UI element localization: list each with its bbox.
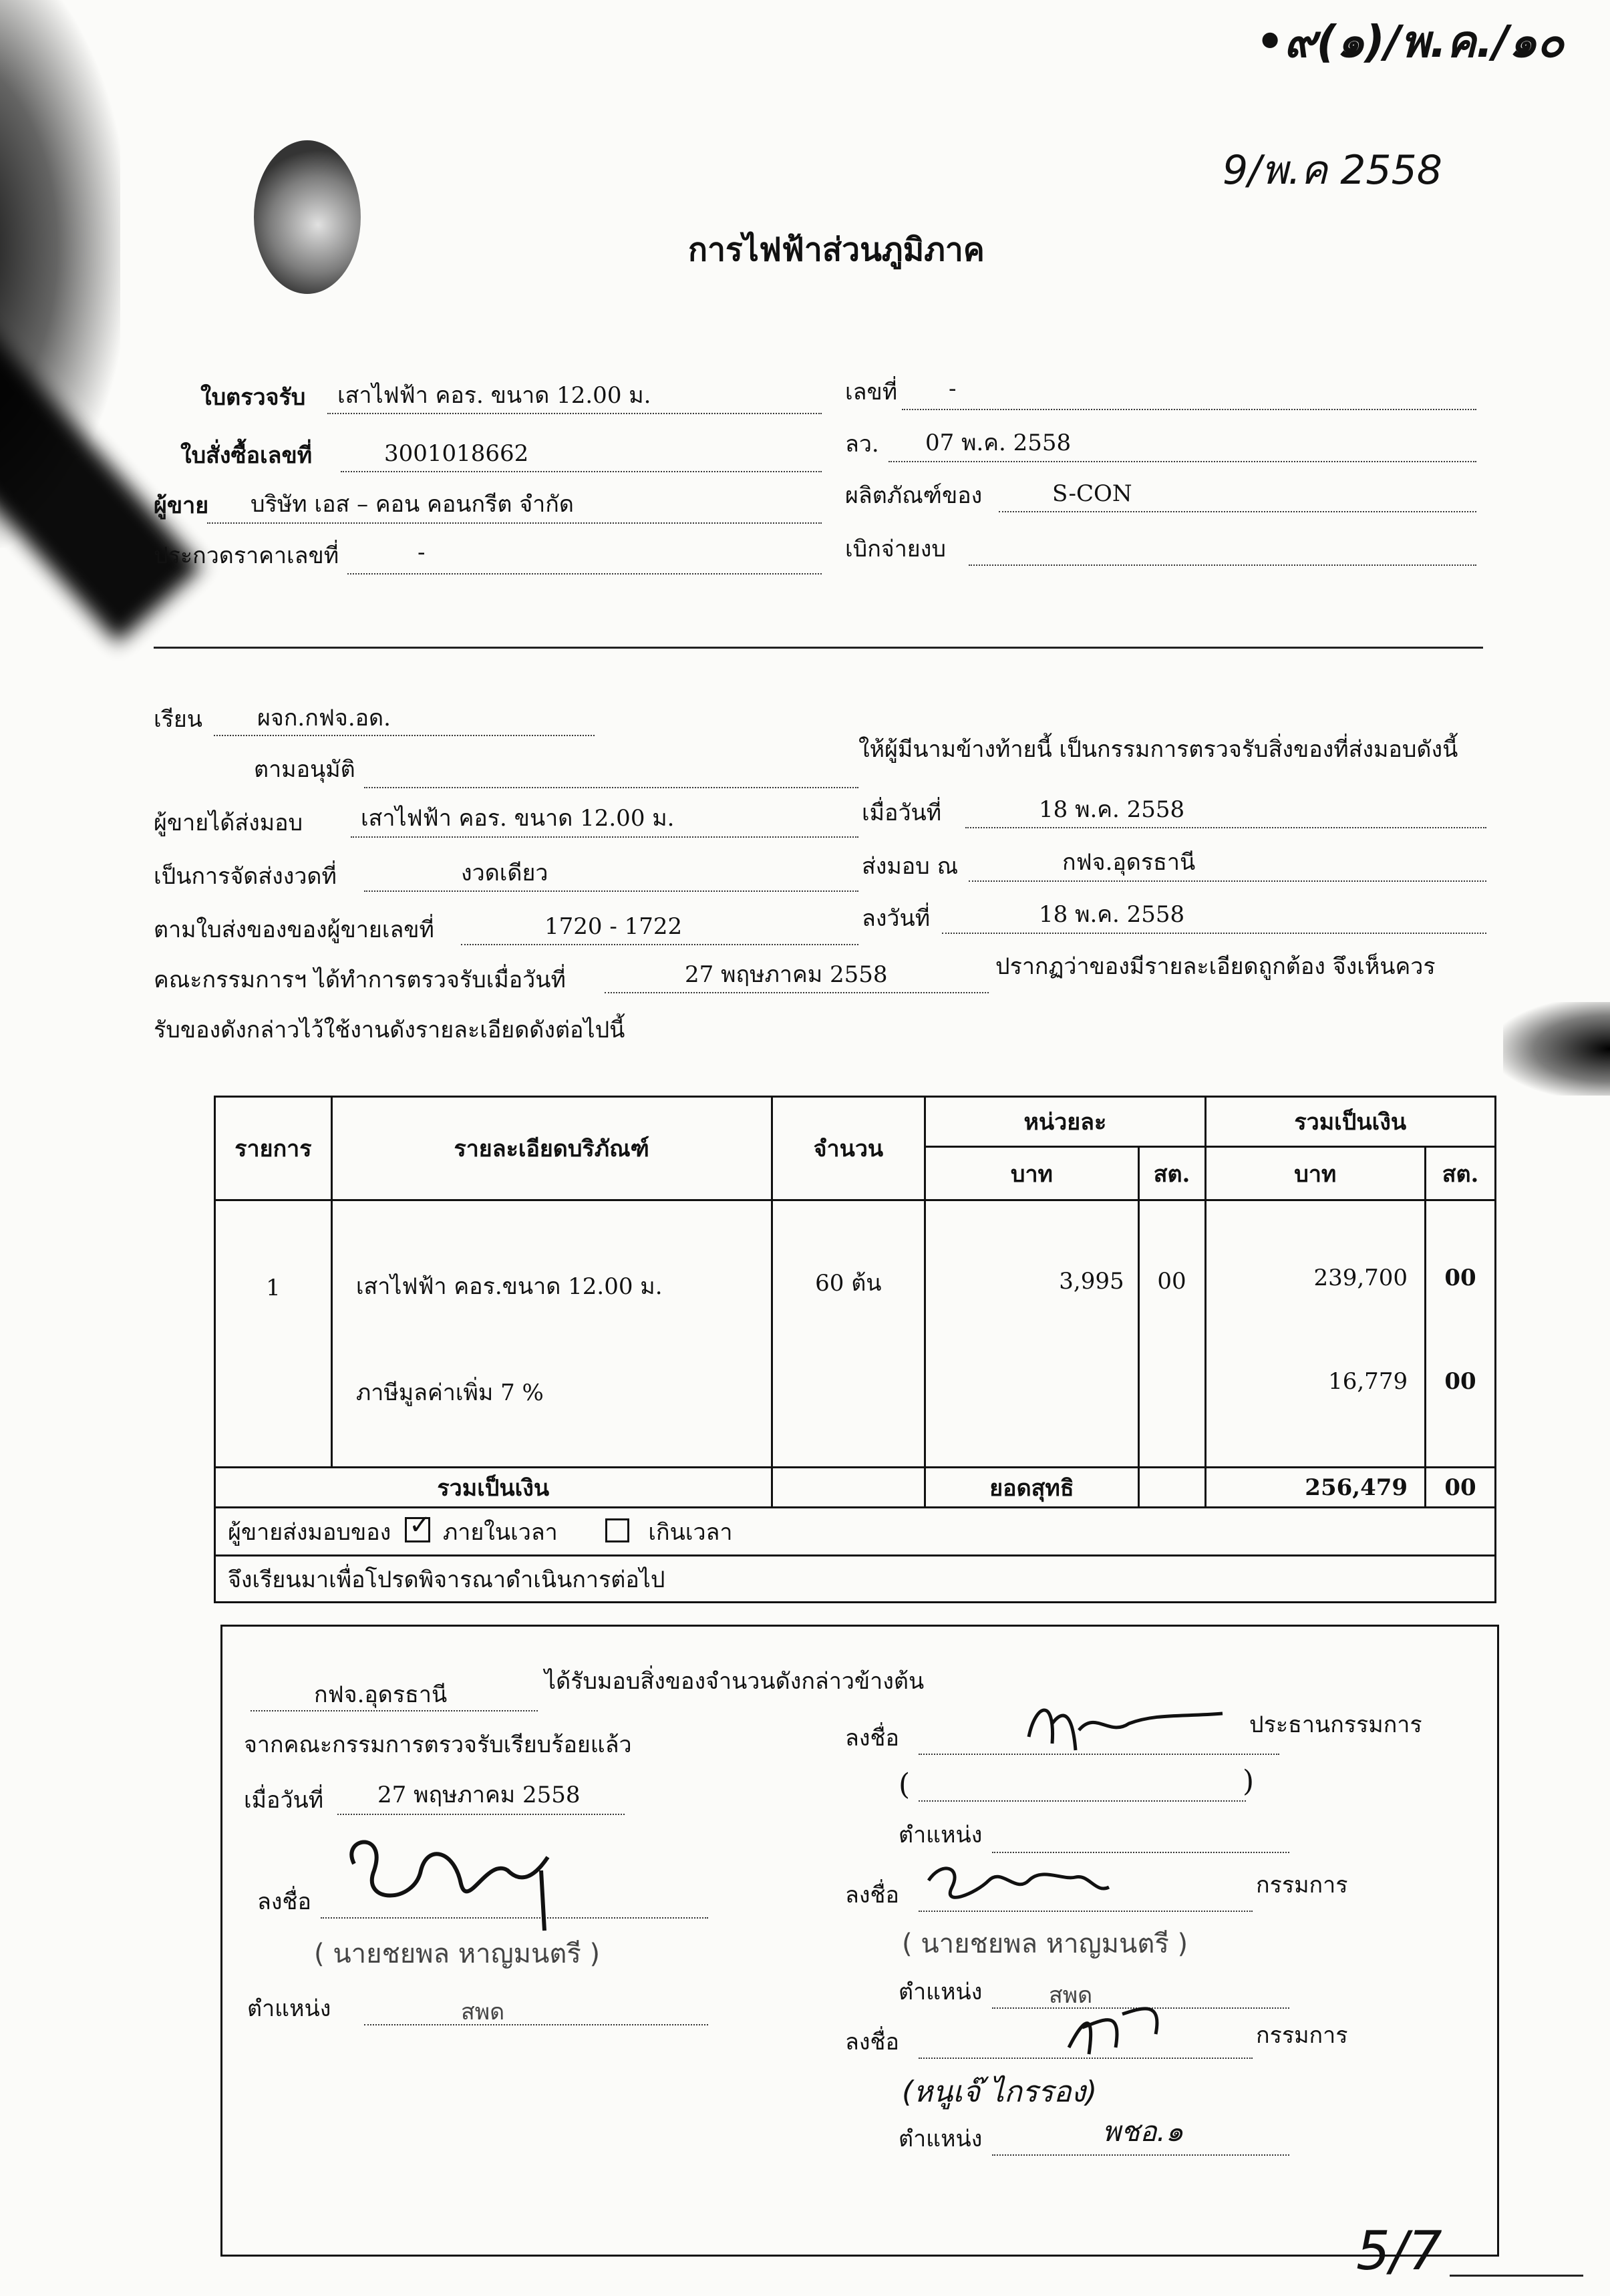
inspect-value: เสาไฟฟ้า คอร. ขนาด 12.00 ม. [337, 382, 651, 409]
row-total-baht: 239,700 [1313, 1265, 1408, 1291]
row-qty: 60 ต้น [772, 1200, 925, 1468]
delivered-date-dots [965, 827, 1486, 828]
member1-signature [915, 1854, 1116, 1921]
vat-detail: ภาษีมูลค่าเพิ่ม 7 % [355, 1379, 544, 1406]
budget-dots [969, 564, 1476, 566]
net-satang: 00 [1426, 1468, 1496, 1508]
chair-position-label: ตำแหน่ง [899, 1822, 983, 1848]
delivery-row [215, 1508, 1496, 1556]
number-value: - [949, 375, 957, 402]
net-label: ยอดสุทธิ [925, 1468, 1138, 1508]
invoice-label: ตามใบส่งของของผู้ขายเลขที่ [154, 917, 434, 943]
installment-value: งวดเดียว [461, 860, 548, 886]
bid-dots [347, 573, 822, 575]
approval-text: ให้ผู้มีนามข้างท้ายนี้ เป็นกรรมการตรวจรับสิ่งของที่ส่งมอบดังนี้ [858, 736, 1458, 763]
to-value: ผจก.กฟจ.อด. [257, 705, 391, 731]
member2-position-label: ตำแหน่ง [899, 2126, 983, 2152]
receiver-position-dots [364, 2024, 708, 2025]
member2-signature [1042, 1994, 1209, 2068]
budget-label: เบิกจ่ายงบ [845, 536, 946, 562]
delivered-date-label: เมื่อวันที่ [862, 800, 942, 826]
location-dots [969, 880, 1486, 882]
chair-signature [1015, 1690, 1229, 1764]
product-label: ผลิตภัณฑ์ของ [845, 482, 983, 509]
chair-sign-label: ลงชื่อ [845, 1725, 899, 1752]
invoice-date-dots [942, 933, 1486, 934]
approval-dots [364, 787, 858, 788]
separator-line [154, 647, 1483, 649]
vat-baht: 16,779 [1328, 1368, 1408, 1395]
header-total-baht: บาท [1205, 1147, 1426, 1200]
bid-value: - [418, 539, 426, 566]
items-table [214, 1096, 1496, 1603]
bid-label: ประกวดราคาเลขที่ [154, 542, 339, 569]
to-label: เรียน [154, 706, 203, 733]
inspect-dots [327, 413, 822, 414]
member1-position: สพด [1049, 1982, 1093, 2009]
chair-name-open: ( [899, 1768, 911, 1802]
receiver-position-label: ตำแหน่ง [247, 1995, 331, 2022]
request-text: จึงเรียนมาเพื่อโปรดพิจารณาดำเนินการต่อไป [215, 1556, 1496, 1603]
row-total-satang-cell [1426, 1200, 1496, 1468]
committee-text: ปรากฏว่าของมีรายละเอียดถูกต้อง จึงเห็นควร [995, 953, 1436, 980]
ref-handwritten: •๙(๑)/พ.ค./๑๐ [1256, 16, 1564, 67]
receipt-date-label: เมื่อวันที่ [244, 1787, 324, 1814]
row-detail: เสาไฟฟ้า คอร.ขนาด 12.00 ม. [355, 1273, 663, 1300]
header-unit-satang: สต. [1138, 1147, 1205, 1200]
scan-coin-artifact [254, 140, 361, 294]
header-item: รายการ [215, 1097, 332, 1200]
sum-label: รวมเป็นเงิน [215, 1468, 772, 1508]
to-dots [214, 735, 595, 736]
receipt-date-dots [337, 1814, 625, 1815]
po-label: ใบสั่งซื้อเลขที่ [180, 442, 313, 469]
late-checkbox[interactable] [605, 1518, 629, 1542]
row-unit-satang: 00 [1138, 1200, 1205, 1468]
member1-title: กรรมการ [1256, 1872, 1348, 1899]
invoice-date-value: 18 พ.ค. 2558 [1039, 901, 1185, 928]
location-value: กฟจ.อุดรธานี [1062, 849, 1196, 876]
member2-position: พชอ.๑ [1102, 2115, 1184, 2148]
member2-sign-label: ลงชื่อ [845, 2029, 899, 2056]
chair-name-close: ) [1243, 1764, 1255, 1798]
late-label: เกินเวลา [648, 1518, 733, 1546]
check-mark-icon: ✓ [409, 1509, 432, 1540]
sum-empty-qty [772, 1468, 925, 1508]
from-text: จากคณะกรรมการตรวจรับเรียบร้อยแล้ว [244, 1732, 632, 1758]
chair-name-dots [919, 1800, 1246, 1802]
header-qty: จำนวน [772, 1097, 925, 1200]
invoice-value: 1720 - 1722 [544, 913, 683, 940]
committee-date: 27 พฤษภาคม 2558 [685, 961, 888, 988]
product-dots [999, 511, 1476, 512]
page-mark: 5/7 [1356, 2220, 1442, 2282]
receiver-signature [321, 1830, 575, 1937]
row-detail-cell [331, 1200, 772, 1468]
invoice-dots [461, 944, 858, 945]
installment-dots [364, 890, 858, 892]
po-value: 3001018662 [384, 440, 529, 467]
dated-dots [889, 461, 1476, 462]
member2-title: กรรมการ [1256, 2022, 1348, 2049]
header-detail: รายละเอียดบริภัณฑ์ [331, 1097, 772, 1200]
receipt-office: กฟจ.อุดรธานี [314, 1681, 448, 1708]
number-dots [902, 409, 1476, 410]
member2-name: (หนูเจ๊ ไกรรอง) [902, 2075, 1098, 2109]
chair-title: ประธานกรรมการ [1249, 1711, 1422, 1738]
receiver-position: สพด [461, 1999, 505, 2025]
location-label: ส่งมอบ ณ [862, 853, 959, 880]
delivered-label: ผู้ขายได้ส่งมอบ [154, 810, 303, 836]
delivered-value: เสาไฟฟ้า คอร. ขนาด 12.00 ม. [361, 805, 675, 832]
po-dots [341, 471, 822, 472]
invoice-date-label: ลงวันที่ [862, 905, 931, 932]
member1-position-label: ตำแหน่ง [899, 1979, 983, 2005]
net-empty-satang [1138, 1468, 1205, 1508]
row-total-cell [1205, 1200, 1426, 1468]
delivered-dots [351, 836, 858, 838]
date-handwritten: 9/พ.ค 2558 [1223, 147, 1442, 194]
vat-satang: 00 [1444, 1368, 1476, 1395]
receiver-sign-label: ลงชื่อ [257, 1889, 311, 1915]
received-text: ได้รับมอบสิ่งของจำนวนดังกล่าวข้างต้น [544, 1668, 925, 1695]
header-unit-baht: บาท [925, 1147, 1138, 1200]
dated-label: ลว. [845, 431, 879, 458]
header-unit-price: หน่วยละ [925, 1097, 1205, 1147]
number-label: เลขที่ [845, 379, 898, 405]
row-no: 1 [215, 1200, 332, 1468]
product-value: S-CON [1052, 480, 1132, 507]
scan-smudge-right [1503, 1002, 1610, 1096]
receipt-office-dots [251, 1710, 538, 1711]
seller-value: บริษัท เอส – คอน คอนกรีต จำกัด [251, 491, 574, 518]
chair-position-dots [992, 1852, 1289, 1853]
ontime-label: ภายในเวลา [442, 1518, 558, 1546]
row-total-satang: 00 [1444, 1265, 1476, 1291]
org-title: การไฟฟ้าส่วนภูมิภาค [688, 231, 985, 269]
delivered-date-value: 18 พ.ค. 2558 [1039, 796, 1185, 823]
seller-dots [207, 522, 822, 524]
header-total-satang: สต. [1426, 1147, 1496, 1200]
dated-value: 07 พ.ค. 2558 [925, 430, 1072, 456]
accept-text: รับของดังกล่าวไว้ใช้งานดังรายละเอียดดังต่อไปนี้ [154, 1017, 625, 1043]
receipt-date-value: 27 พฤษภาคม 2558 [377, 1782, 581, 1808]
delivery-label: ผู้ขายส่งมอบของ [228, 1518, 391, 1546]
receiver-name: ( นายชยพล หาญมนตรี ) [314, 1939, 601, 1969]
member1-sign-label: ลงชื่อ [845, 1882, 899, 1909]
ontime-checkbox[interactable] [405, 1509, 432, 1542]
page-mark-underline [1450, 2275, 1583, 2277]
member1-name: ( นายชยพล หาญมนตรี ) [902, 1929, 1188, 1959]
committee-dots [605, 992, 989, 993]
member2-position-dots [992, 2154, 1289, 2156]
header-total: รวมเป็นเงิน [1205, 1097, 1496, 1147]
seller-label: ผู้ขาย [154, 492, 209, 519]
approval-label: ตามอนุมัติ [254, 756, 355, 783]
inspect-label: ใบตรวจรับ [200, 384, 306, 411]
row-unit-baht: 3,995 [925, 1200, 1138, 1468]
committee-label: คณะกรรมการฯ ได้ทำการตรวจรับเมื่อวันที่ [154, 967, 566, 993]
installment-label: เป็นการจัดส่งงวดที่ [154, 863, 337, 890]
net-baht: 256,479 [1205, 1468, 1426, 1508]
